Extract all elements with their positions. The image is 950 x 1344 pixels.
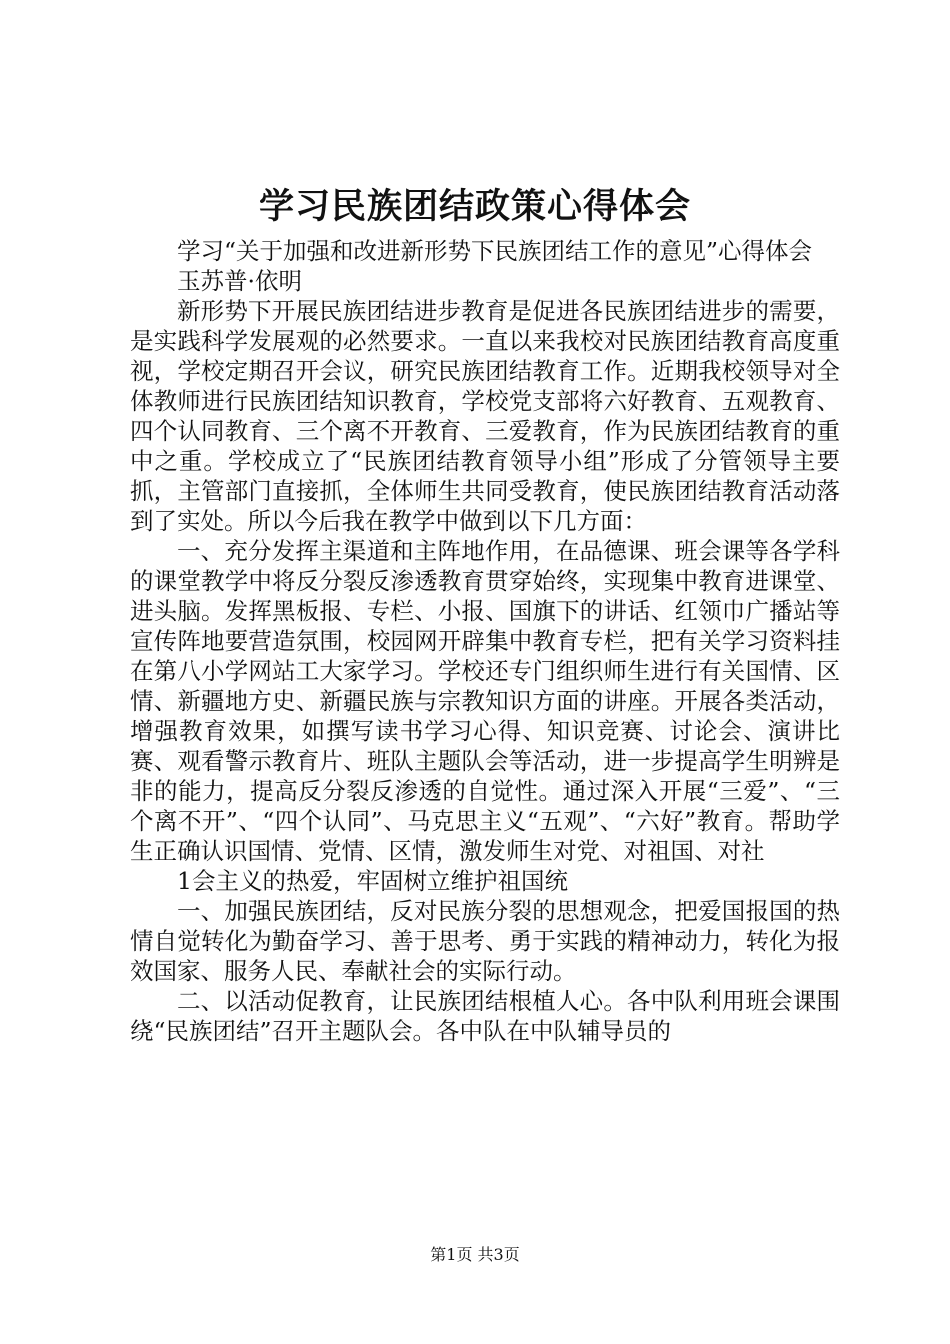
document-body — [130, 236, 840, 1046]
body-paragraph: 一、充分发挥主渠道和主阵地作用，在品德课、班会课等各学科的课堂教学中将反分裂反渗透教育贯穿始终，实现集中教育进课堂、进头脑。发挥黑板报、专栏、小报、国旗下的讲话、红领巾广播站等宣传阵地要营造氛围，校园网开辟集中教育专栏，把有关学习资料挂在第八小学网站工大家学习。学校还专门组织师生进行有关国情、区情、新疆地方史、新疆民族与宗教知识方面的讲座。开展各类活动，增强教育效果，如撰写读书学习心得、知识竞赛、讨论会、演讲比赛、观看警示教育片、班队主题队会等活动，进一步提高学生明辨是非的能力，提高反分裂反渗透的自觉性。通过深入开展“三爱”、“三个离不开”、“四个认同”、马克思主义“五观”、“六好”教育。帮助学生正确认识国情、党情、区情，激发师生对党、对祖国、对社 — [130, 537, 840, 865]
body-paragraph-fragment: 1会主义的热爱，牢固树立维护祖国统 — [177, 867, 568, 895]
subtitle-paragraph: 学习“关于加强和改进新形势下民族团结工作的意见”心得体会 — [177, 237, 813, 265]
author-line: 玉苏普·依明 — [177, 267, 302, 295]
body-paragraph: 二、以活动促教育，让民族团结根植人心。各中队利用班会课围绕“民族团结”召开主题队会。各中队在中队辅导员的 — [130, 987, 840, 1045]
page-footer: 第1页 共3页 — [430, 1245, 520, 1264]
document-title: 学习民族团结政策心得体会 — [258, 186, 691, 227]
body-paragraph: 一、加强民族团结，反对民族分裂的思想观念，把爱国报国的热情自觉转化为勤奋学习、善于思考、勇于实践的精神动力，转化为报效国家、服务人民、奉献社会的实际行动。 — [130, 897, 840, 985]
body-paragraph: 新形势下开展民族团结进步教育是促进各民族团结进步的需要，是实践科学发展观的必然要求。一直以来我校对民族团结教育高度重视，学校定期召开会议，研究民族团结教育工作。近期我校领导对全体教师进行民族团结知识教育，学校党支部将六好教育、五观教育、四个认同教育、三个离不开教育、三爱教育，作为民族团结教育的重中之重。学校成立了“民族团结教育领导小组”形成了分管领导主要抓，主管部门直接抓，全体师生共同受教育，使民族团结教育活动落到了实处。所以今后我在教学中做到以下几方面： — [130, 297, 840, 535]
